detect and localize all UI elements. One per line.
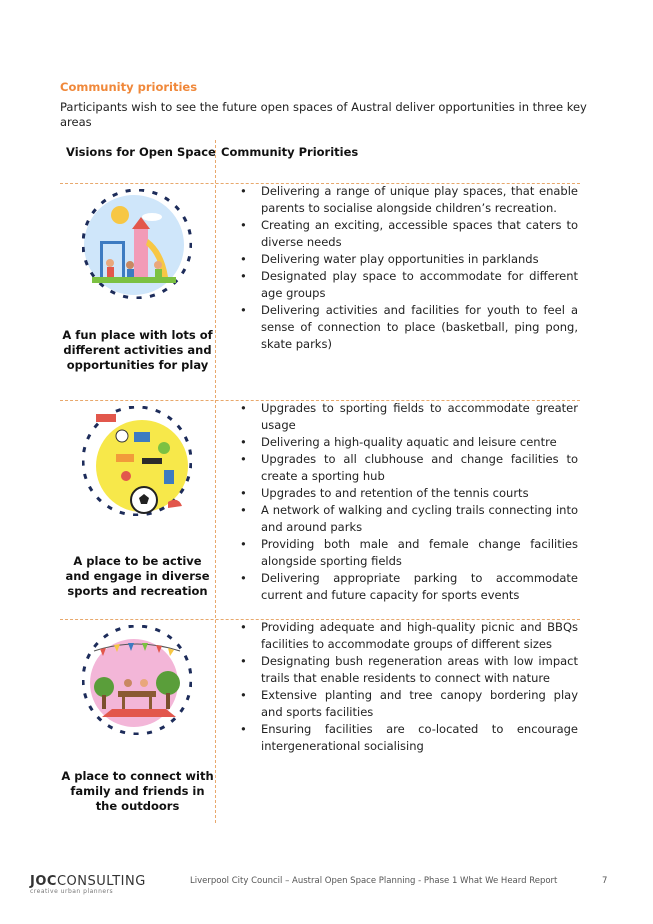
logo-light-text: CONSULTING (56, 874, 146, 889)
column-divider (215, 140, 216, 823)
priority-item: • Delivering a range of unique play spaces, that enable parents to socialise alongside children’s recreation. (240, 183, 578, 217)
column-header-visions: Visions for Open Space (66, 145, 216, 159)
priority-item: • Designating bush regeneration areas with low impact trails that enable residents to connect with nature (240, 653, 578, 687)
logo-bold-text: JOC (30, 874, 57, 889)
priority-item: • Delivering water play opportunities in parklands (240, 251, 578, 268)
priority-item: • Designated play space to accommodate for different age groups (240, 268, 578, 302)
priority-item: • Delivering activities and facilities for youth to feel a sense of connection to place (basketball, ping pong, skate parks) (240, 302, 578, 353)
section-title: Community priorities (60, 80, 198, 94)
priority-item: • Delivering appropriate parking to accommodate current and future capacity for sports events (240, 570, 578, 604)
priorities-list-play (240, 183, 578, 353)
priority-item: • Upgrades to and retention of the tennis courts (240, 485, 578, 502)
priorities-list-connect (240, 619, 578, 755)
footer-document-title: Liverpool City Council – Austral Open Space Planning - Phase 1 What We Heard Report (190, 876, 558, 886)
vision-caption: A place to connect with family and friends in the outdoors (61, 769, 214, 813)
priority-item: • Delivering a high-quality aquatic and leisure centre (240, 434, 578, 451)
logo-tagline: creative urban planners (30, 888, 114, 895)
page-number: 7 (602, 876, 608, 886)
priority-item: • Extensive planting and tree canopy bordering play and sports facilities (240, 687, 578, 721)
priority-item: • Providing both male and female change facilities alongside sporting fields (240, 536, 578, 570)
company-logo (30, 874, 146, 895)
vision-row-connect (60, 619, 215, 823)
priorities-list-sports (240, 400, 578, 604)
priority-item: • Creating an exciting, accessible spaces that caters to diverse needs (240, 217, 578, 251)
vision-row-play (60, 183, 215, 400)
priority-item: • Upgrades to sporting fields to accommodate greater usage (240, 400, 578, 434)
priority-item: • Providing adequate and high-quality picnic and BBQs facilities to accommodate groups of different sizes (240, 619, 578, 653)
page-footer (0, 866, 653, 896)
priority-item: • Ensuring facilities are co-located to encourage intergenerational socialising (240, 721, 578, 755)
sports-icon (82, 406, 192, 516)
priority-item: • Upgrades to all clubhouse and change facilities to create a sporting hub (240, 451, 578, 485)
playground-icon (82, 189, 192, 299)
column-header-priorities: Community Priorities (221, 145, 359, 159)
picnic-icon (82, 625, 192, 735)
vision-caption: A fun place with lots of different activities and opportunities for play (62, 328, 213, 372)
vision-caption: A place to be active and engage in diverse sports and recreation (65, 554, 210, 598)
priority-item: • A network of walking and cycling trails connecting into and around parks (240, 502, 578, 536)
intro-paragraph: Participants wish to see the future open spaces of Austral deliver opportunities in three key areas (60, 100, 587, 129)
vision-row-sports (60, 400, 215, 619)
